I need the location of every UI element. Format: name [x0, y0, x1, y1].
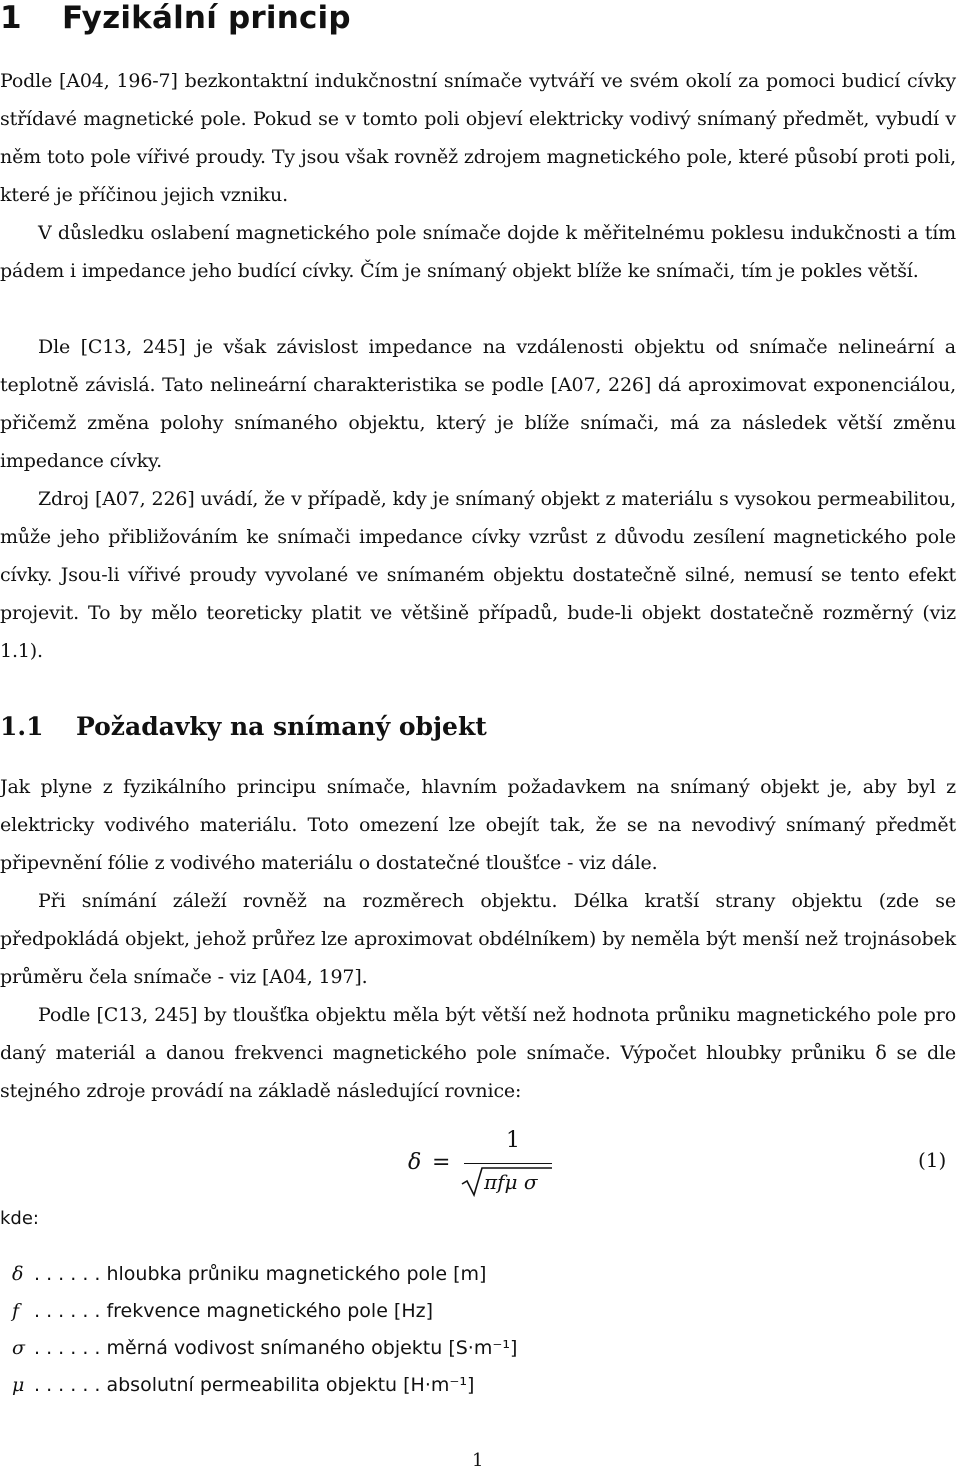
subsection-number: 1.1: [0, 712, 44, 741]
legend-symbol: μ: [12, 1374, 25, 1396]
section-heading: [0, 0, 351, 36]
equation-radicand: πfμ σ: [484, 1170, 538, 1194]
sub-paragraph-2: Při snímání záleží rovněž na rozměrech objektu. Délka kratší strany objektu (zde se předpokládá objekt, jehož průřez lze aproximovat obdélníkem) by neměla být menší než trojnásobek průměru čela snímače - viz [A04, 197].: [0, 890, 956, 988]
section-title: Fyzikální princip: [62, 0, 351, 36]
where-label: kde:: [0, 1208, 39, 1229]
legend-row: [0, 1367, 960, 1404]
subsection-heading: [0, 710, 487, 744]
symbol-legend: [0, 1256, 960, 1404]
legend-row: [0, 1293, 960, 1330]
legend-text: . . . . . . absolutní permeabilita objektu [H·m⁻¹]: [34, 1374, 475, 1396]
legend-text: . . . . . . frekvence magnetického pole [Hz]: [34, 1300, 434, 1322]
subsection-title: Požadavky na snímaný objekt: [76, 712, 487, 741]
equation: [408, 1128, 558, 1198]
equation-lhs: δ: [408, 1150, 422, 1175]
legend-row: [0, 1256, 960, 1293]
legend-text: . . . . . . měrná vodivost snímaného objektu [S·m⁻¹]: [34, 1337, 518, 1359]
legend-symbol: f: [12, 1300, 20, 1322]
equation-equals: =: [432, 1150, 451, 1175]
legend-text: . . . . . . hloubka průniku magnetického pole [m]: [34, 1263, 487, 1285]
legend-symbol: δ: [12, 1263, 24, 1285]
sub-paragraph-1: Jak plyne z fyzikálního principu snímače, hlavním požadavkem na snímaný objekt je, aby byl z elektricky vodivého materiálu. Toto omezení lze obejít tak, že se na nevodivý snímaný předmět připevnění fólie z vodivého materiálu o dostatečné tloušťce - viz dále.: [0, 776, 956, 874]
equation-numerator: 1: [506, 1128, 520, 1153]
legend-row: [0, 1330, 960, 1367]
paragraph-2: V důsledku oslabení magnetického pole snímače dojde k měřitelnému poklesu indukčnosti a tím pádem i impedance jeho budící cívky. Čím je snímaný objekt blíže ke snímači, tím je pokles větší.: [0, 222, 956, 282]
page-number: 1: [472, 1450, 484, 1471]
paragraph-4: Zdroj [A07, 226] uvádí, že v případě, kdy je snímaný objekt z materiálu s vysokou permeabilitou, může jeho přibližováním ke snímači impedance cívky vzrůst z důvodu zesílení magnetického pole cívky. Jsou-li vířivé proudy vyvolané ve snímaném objektu dostatečně silné, nemusí se tento efekt projevit. To by mělo teoreticky platit ve většině případů, bude-li objekt dostatečně rozměrný (viz 1.1).: [0, 488, 956, 662]
legend-symbol: σ: [12, 1337, 25, 1359]
equation-number: (1): [918, 1148, 947, 1172]
paragraph-3: Dle [C13, 245] je však závislost impedance na vzdálenosti objektu od snímače nelineární a teplotně závislá. Tato nelineární charakteristika se podle [A07, 226] dá aproximovat exponenciálou, přičemž změna polohy snímaného objektu, který je blíže snímači, má za následek větší změnu impedance cívky.: [0, 336, 956, 472]
paragraph-1: Podle [A04, 196-7] bezkontaktní indukčnostní snímače vytváří ve svém okolí za pomoci budicí cívky střídavé magnetické pole. Pokud se v tomto poli objeví elektricky vodivý snímaný předmět, vybudí v něm toto pole vířivé proudy. Ty jsou však rovněž zdrojem magnetického pole, které působí proti poli, které je příčinou jejich vzniku.: [0, 70, 956, 206]
section-number: 1: [0, 0, 22, 36]
sub-paragraph-3: Podle [C13, 245] by tloušťka objektu měla být větší než hodnota průniku magnetického pole pro daný materiál a danou frekvenci magnetického pole snímače. Výpočet hloubky průniku δ se dle stejného zdroje provádí na základě následující rovnice:: [0, 1004, 956, 1102]
